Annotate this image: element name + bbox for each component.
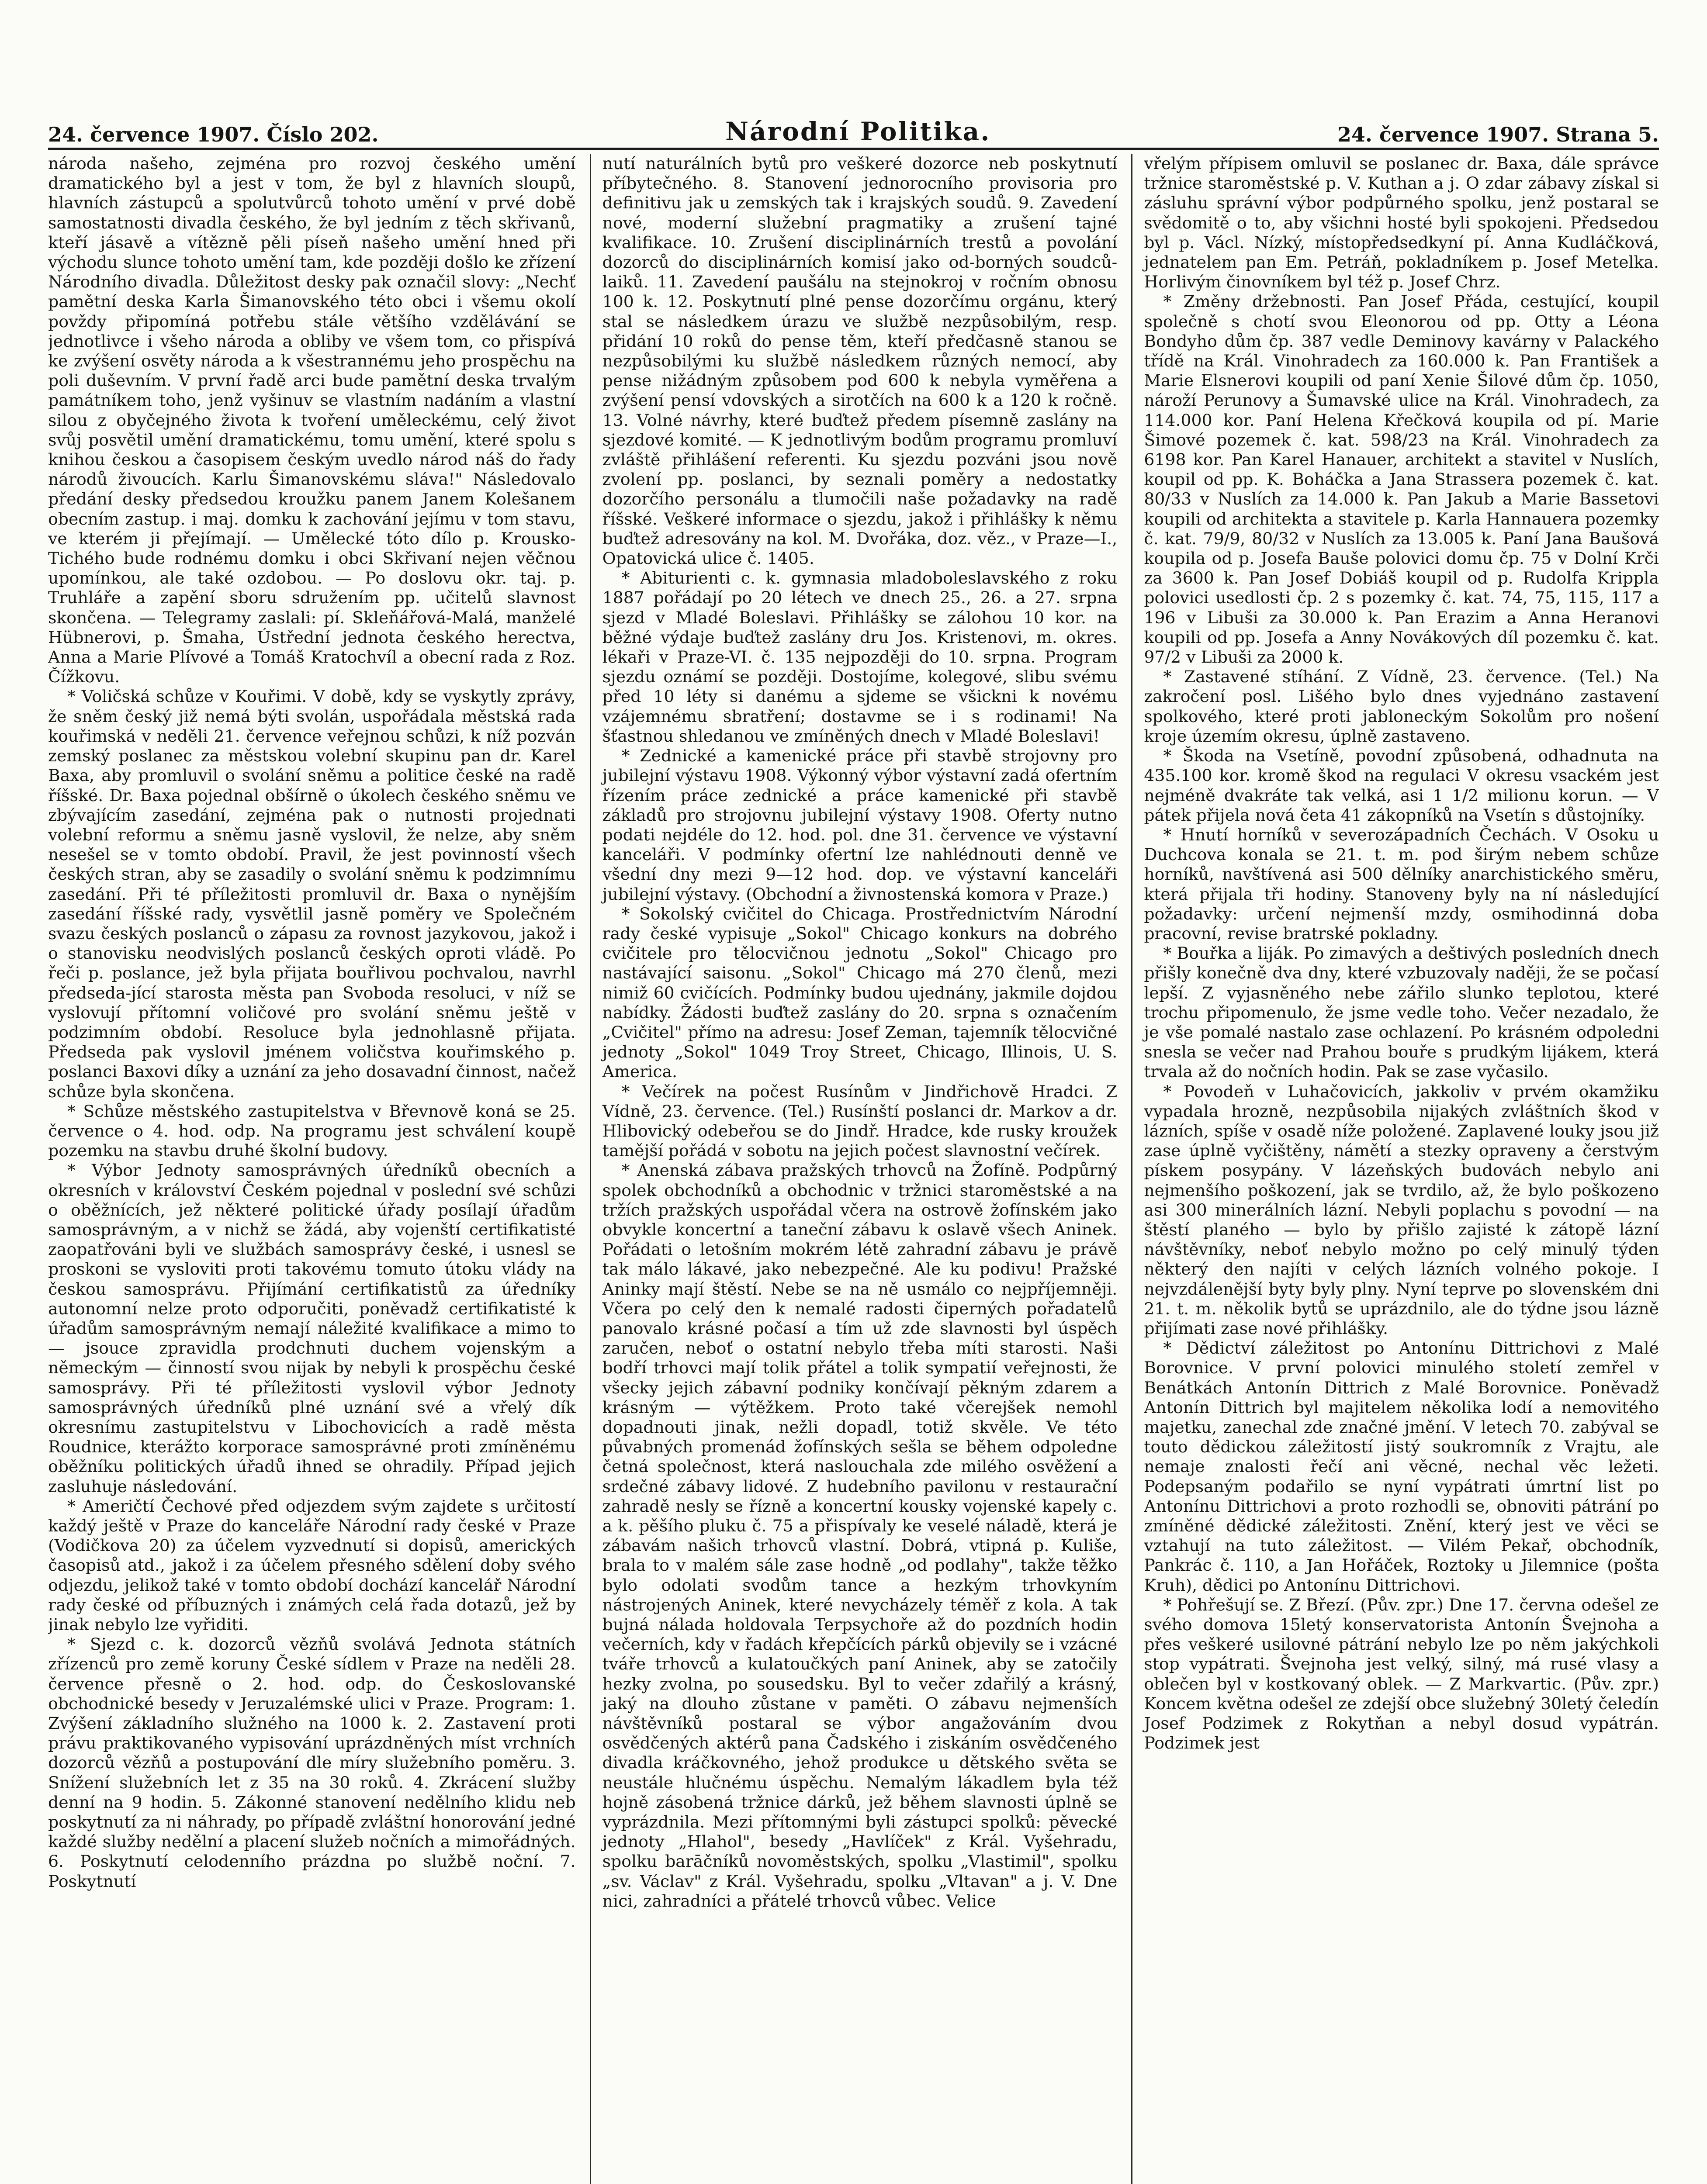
article-paragraph: * Změny držebnosti. Pan Josef Přáda, cestující, koupil společně s chotí svou Eleonorou od pp. Otty a Léona Bondyho dům čp. 387 vedle Deminovy kavárny v Palackého třídě na Král. Vinohradech za 160.000 k. Pan František a Marie Elsnerovi koupili od paní Xenie Šilové dům čp. 1050, nároží Perunovy a Šumavské ulice na Král. Vinohradech, za 114.000 kor. Paní Helena Křečková koupila od pí. Marie Šimové pozemek č. kat. 598/23 na Král. Vinohradech za 6198 kor. Pan Karel Hanauer, architekt a stavitel v Nuslích, koupil od pp. K. Boháčka a Jana Strassera pozemek č. kat. 80/33 v Nuslích za 14.000 k. Pan Jakub a Marie Bassetovi koupili od architekta a stavitele p. Karla Hannauera pozemky č. kat. 79/9, 80/32 v Nuslích za 13.005 k. Paní Jana Baušová koupila od p. Josefa Bauše polovici domu čp. 75 v Dolní Krči za 3600 k. Pan Josef Dobiáš koupil od p. Rudolfa Krippla polovici usedlosti čp. 2 s pozemky č. kat. 74, 75, 115, 117 a 196 v Libuši za 30.000 k. Pan Erazim a Anna Heranovi koupili od pp. Josefa a Anny Novákových díl pozemku č. kat. 97/2 v Libuši za 2000 k.	[1144, 292, 1659, 667]
article-paragraph: * Američtí Čechové před odjezdem svým zajdete s určitostí každý ještě v Praze do kanceláře Národní rady české v Praze (Vodičkova 20) za účelem vyzvednutí si dopisů, amerických časopisů atd., jakož i za účelem přesného sdělení doby svého odjezdu, jelikož také v tomto období dochází kancelář Národní rady české od příbuzných i známých celá řada dotazů, jež by jinak nebylo lze vyřiditi.	[48, 1496, 576, 1635]
article-paragraph: nutí naturálních bytů pro veškeré dozorce neb poskytnutí příbytečného. 8. Stanovení jednorocního provisoria pro definitivu jak u zemských tak i krajských soudů. 9. Zavedení nové, moderní služební pragmatiky a zrušení tajné kvalifikace. 10. Zrušení disciplinárních trestů a povolání dozorců do disciplinárních komisí jako od-borných soudců-laiků. 11. Zavedení paušálu na stejnokroj v ročním obnosu 100 k. 12. Poskytnutí plné pense dozorčímu orgánu, který stal se následkem úrazu ve službě nezpůsobilým, resp. přidání 10 roků do pense těm, kteří předčasně stanou se nezpůsobilými ku službě následkem různých nemocí, aby pense nižádným způsobem pod 600 k nebyla vyměřena a zvýšení pensí vdovských a sirotčích na 600 k a 120 k ročně. 13. Volné návrhy, které buďtež předem písemně zaslány na sjezdové komité. — K jednotlivým bodům programu promluví zvláště přihlášení referenti. Ku sjezdu pozváni jsou nově zvolení pp. poslanci, by seznali poměry a nedostatky dozorčího personálu a tlumočili naše požadavky na radě říšské. Veškeré informace o sjezdu, jakož i přihlášky k němu buďtež adresovány na kol. M. Dvořáka, doz. věz., v Praze—I., Opatovická ulice č. 1405.	[602, 154, 1118, 568]
article-paragraph: * Zednické a kamenické práce při stavbě strojovny pro jubilejní výstavu 1908. Výkonný výbor výstavní zadá ofertním řízením práce zednické a práce kamenické při stavbě základů pro strojovnu jubilejní výstavy 1908. Oferty nutno podati nejdéle do 12. hod. pol. dne 31. července ve výstavní kanceláři. V podmínky ofertní lze nahlédnouti denně ve všední dny mezi 9—12 hod. dop. ve výstavní kanceláři jubilejní výstavy. (Obchodní a živnostenská komora v Praze.)	[602, 746, 1118, 904]
article-paragraph: * Večírek na počest Rusínům v Jindřichově Hradci. Z Vídně, 23. července. (Tel.) Rusínští poslanci dr. Markov a dr. Hlibovický odebeřou se do Jindř. Hradce, kde rusky kroužek tamější pořádá v sobotu na jejich počest slavnostní večírek.	[602, 1082, 1118, 1161]
article-paragraph: * Anenská zábava pražských trhovců na Žofíně. Podpůrný spolek obchodníků a obchodnic v tržnici staroměstské a na tržích pražských uspořádal včera na ostrově žofínském jako obvykle koncertní a taneční zábavu k oslavě všech Aninek. Pořádati o letošním mokrém létě zahradní zábavu je právě tak málo lákavé, jako nebezpečné. Ale ku podivu! Pražské Aninky mají štěstí. Nebe se na ně usmálo co nejpříjemněji. Včera po celý den k nemalé radosti čiperných pořadatelů panovalo krásné počasí a tím už zde slavnosti byl úspěch zaručen, neboť o ostatní nebylo třeba míti starosti. Naši bodří trhovci mají tolik přátel a tolik sympatií veřejnosti, že všecky jejich zábavní podniky končívají pěkným zdarem a krásným — výtěžkem. Proto také včerejšek nemohl dopadnouti jinak, nežli dopadl, totiž skvěle. Ve této půvabných promenád žofínských sešla se během odpoledne četná společnost, která naslouchala zde milého osvěžení a srdečné zábavy lidové. Z hudebního pavilonu v restaurační zahradě nesly se řízně a koncertní kousky vojenské kapely c. a k. pěšího pluku č. 75 a přispívaly ke veselé náladě, která je zábavám našich trhovců vlastní. Dobrá, vtipná p. Kuliše, brala to v malém sále zase hodně „od podlahy", takže těžko bylo odolati svodům tance a hezkým trhovkyním nástrojených Aninek, které nevycházely téměř z kola. A tak bujná nálada holdovala Terpsychoře až do pozdních hodin večerních, kdy v řadách křepčících párků objevily se i vzácné tváře trhovců a kulatoučkých paní Aninek, aby se zatočily hezky zvolna, po sousedsku. Byl to večer zdařilý a krásný, jaký na dlouho zůstane v paměti. O zábavu nejmenších návštěvníků postaral se výbor angažováním dvou osvědčených aktérů pana Čadského i ziskáním osvědčeného divadla kráčkovného, jehož produkce u dětského světa se neustále hlučnému úspěchu. Nemalým lákadlem byla též hojně zásobená tržnice dárků, jež během slavnosti úplně se vyprázdnila. Mezi přítomnými byli zástupci spolků: pěvecké jednoty „Hlahol", besedy „Havlíček" z Král. Vyšehradu, spolku barāčníků novoměstských, spolku „Vlastimil", spolku „sv. Václav" z Král. Vyšehradu, spolku „Vltavan" a j. V. Dne nici, zahradníci a přátelé trhovců vůbec. Velice	[602, 1161, 1118, 1911]
article-paragraph: * Povodeň v Luhačovicích, jakkoliv v prvém okamžiku vypadala hrozně, nezpůsobila nijakých zvláštních škod v lázních, spíše v osadě níže položené. Zaplavené louky jsou již zase úplně vyčištěny, námětí a stezky opraveny a čerstvým pískem posypány. V lázeňských budovách nebylo ani nejmenšího poškození, jak se tvrdilo, až, že bylo poškozeno asi 300 minerálních lázní. Nebyli poplachu s povodní — na štěstí planého — bylo by přišlo zajisté k zátopě lázní návštěvníky, neboť nebylo možno po celý minulý týden některý den najíti v celých lázních volného pokoje. I nejvzdálenější byty byly plny. Nyní teprve po slovenském dni 21. t. m. několik bytů se uprázdnilo, ale do týdne jsou lázně přijímati zase nové přihlášky.	[1144, 1082, 1659, 1338]
article-paragraph: * Sokolský cvičitel do Chicaga. Prostřednictvím Národní rady české vypisuje „Sokol" Chicago konkurs na dobrého cvičitele pro tělocvičnou jednotu „Sokol" Chicago pro nastávající saisonu. „Sokol" Chicago má 270 členů, mezi nimiž 60 cvičících. Podmínky budou ujednány, jakmile dojdou nabídky. Žádosti buďtež zaslány do 20. srpna s označením „Cvičitel" přímo na adresu: Josef Zeman, tajemník tělocvičné jednoty „Sokol" 1049 Troy Street, Chicago, Illinois, U. S. America.	[602, 904, 1118, 1082]
article-columns	[48, 154, 1659, 2184]
date-page-number: 24. července 1907. Strana 5.	[1337, 123, 1659, 146]
article-paragraph: * Výbor Jednoty samosprávných úředníků obecních a okresních v království Českém pojednal v poslední své schůzi o oběžnících, jež některé politické úřady posílají úřadům samosprávným, a v nichž se žádá, aby vojenští certifikatisté zaopatřováni byli ve službách samosprávy české, i usnesl se proskoni se vysloviti proti takovému tomuto útoku vlády na českou samosprávu. Přijímání certifikatistů za úředníky autonomní nelze proto odporučiti, poněvadž certifikatisté k úřadům samosprávným nemají náležité kvalifikace a mimo to — jsouce zpravidla prodchnuti duchem vojenským a německým — činností svou nijak by nebyli k prospěchu české samosprávy. Při té příležitosti vyslovil výbor Jednoty samosprávných úředníků plné uznání své a vřelý dík okresnímu zastupitelstvu v Libochovicích a radě města Roudnice, kterážto korporace samosprávné proti zmíněnému oběžníku politických úřadů ihned se ohradily. Případ jejich zasluhuje následování.	[48, 1161, 576, 1496]
article-paragraph: * Zastavené stíhání. Z Vídně, 23. července. (Tel.) Na zakročení posl. Lišého bylo dnes vyjednáno zastavení spolkového, které proti jabloneckým Sokolům pro nošení kroje územím okresu, úplně zastaveno.	[1144, 667, 1659, 746]
article-paragraph: * Pohřešují se. Z Březí. (Pův. zpr.) Dne 17. června odešel ze svého domova 15letý konservatorista Antonín Švejnoha a přes veškeré usilovné pátrání nebylo lze po něm jakýchkoli stop vypátrati. Švejnoha jest velký, silný, má rusé vlasy a oblečen byl v kostkovaný oblek. — Z Markvartic. (Pův. zpr.) Koncem května odešel ze zdejší obce služebný 30letý čeledín Josef Podzimek z Rokytňan a nebyl dosud vypátrán. Podzimek jest	[1144, 1595, 1659, 1753]
article-paragraph: * Hnutí horníků v severozápadních Čechách. V Osoku u Duchcova konala se 21. t. m. pod širým nebem schůze horníků, navštívená asi 500 dělníky anarchistického směru, která přijala tři hodiny. Stanoveny byly na ní následující požadavky: určení nejmenší mzdy, osmihodinná doba pracovní, revise bratrské pokladny.	[1144, 825, 1659, 943]
column-1	[48, 154, 576, 2184]
column-3	[1131, 154, 1659, 2184]
article-paragraph: vřelým přípisem omluvil se poslanec dr. Baxa, dále správce tržnice staroměstské p. V. Kuthan a j. O zdar zábavy získal si zásluhu správní výbor podpůrného spolku, jenž postaral se svědomitě o to, aby všichni hosté byli spokojeni. Předsedou byl p. Václ. Nízký, místopředsedkyní pí. Anna Kudláčková, jednatelem pan Em. Petráň, pokladníkem p. Josef Metelka. Horlivým činovníkem byl též p. Josef Chrz.	[1144, 154, 1659, 292]
article-paragraph: * Sjezd c. k. dozorců vězňů svolává Jednota státních zřízenců pro země koruny České sídlem v Praze na neděli 28. července přesně o 2. hod. odp. do Českoslovanské obchodnické besedy v Jeruzalémské ulici v Praze. Program: 1. Zvýšení základního služného na 1000 k. 2. Zastavení proti právu praktikovaného vypisování uprázdněných míst vrchních dozorců vězňů a postupování dle míry služebního poměru. 3. Snížení služebních let z 35 na 30 roků. 4. Zkrácení služby denní na 9 hodin. 5. Zákonné stanovení nedělního klidu neb poskytnutí za ni náhrady, po případě zvláštní honorování jedné každé služby nedělní a placení služeb nočních a mimořádných. 6. Poskytnutí celodenního prázdna po službě noční. 7. Poskytnutí	[48, 1635, 576, 1891]
header-rule	[48, 148, 1659, 150]
article-paragraph: * Voličská schůze v Kouřimi. V době, kdy se vyskytly zprávy, že sněm český již nemá býti svolán, uspořádala městská rada kouřimská v neděli 21. července veřejnou schůzi, k níž pozván zemský poslanec za městskou volební skupinu pan dr. Karel Baxa, aby promluvil o svolání sněmu a politice české na radě říšské. Dr. Baxa pojednal obšírně o úkolech českého sněmu ve zbývajícím zasedání, zejména pak o nutnosti projednati volební reformu a sněmu jasně vyslovil, že nelze, aby sněm nesešel se v tomto období. Pravil, že jest povinností všech českých stran, aby se zasadily o svolání sněmu k podzimnímu zasedání. Při té příležitosti promluvil dr. Baxa o nynějším zasedání říšské rady, vysvětlil jasně poměry ve Společném svazu českých poslanců o zápasu za rovnost jazykovou, jakož i o stanovisku neodvislých poslanců českých oproti vládě. Po řeči p. poslance, jež byla přijata bouřlivou pochvalou, navrhl předseda-jící starosta města pan Svoboda resoluci, v níž se vyslovují přítomní voličové pro svolání sněmu ještě v podzimním období. Resoluce byla jednohlasně přijata. Předseda pak vyslovil jménem voličstva kouřimského p. poslanci Baxovi díky a uznání za jeho dosavadní činnost, načež schůze byla skončena.	[48, 687, 576, 1101]
column-2	[590, 154, 1118, 2184]
issue-date-number: 24. července 1907. Číslo 202.	[48, 123, 379, 146]
article-paragraph: * Abiturienti c. k. gymnasia mladoboleslavského z roku 1887 pořádají po 20 létech ve dnech 25., 26. a 27. srpna sjezd v Mladé Boleslavi. Přihlášky se zálohou 10 kor. na běžné výdaje buďtež zaslány dru Jos. Kristenovi, m. okres. lékaři v Praze-VI. č. 135 nejpozději do 10. srpna. Program sjezdu oznámí se později. Dostojíme, kolegové, slibu svému před 10 léty si danému a sjdeme se všickni k novému vzájemnému sbratření; dostavme se i s rodinami! Na šťastnou shledanou ve zmíněných dnech v Mladé Boleslavi!	[602, 568, 1118, 746]
page-header	[48, 111, 1659, 146]
article-paragraph: národa našeho, zejména pro rozvoj českého umění dramatického byl a jest v tom, že byl z hlavních sloupů, hlavních zástupců a spolutvůrců tohoto umění v prvé době samostatnosti divadla českého, že byl jedním z těch skřivanů, kteří jásavě a vítězně pěli píseň našeho umění hned při východu slunce tohoto umění tam, kde později došlo ke zřízení Národního divadla. Důležitost desky pak označil slovy: „Nechť pamětní deska Karla Šimanovského této obci i všemu okolí povždy připomíná potřebu stále většího vzdělávání se jednotlivce i všeho národa a obliby ve všem tom, co přispívá ke zvýšení osvěty národa a k všestrannému jeho prospěchu na poli duševním. V první řadě arci bude pamětní deska trvalým památníkem toho, jenž vyšinuv se vlastním nadáním a vlastní silou z obyčejného života k tvoření uměleckému, celý život svůj posvětil umění dramatickému, tomu umění, které spolu s knihou českou a časopisem českým uvedlo národ náš do řady národů živoucích. Karlu Šimanovskému sláva!" Následovalo předání desky předsedou kroužku panem Janem Kolešanem obecním zastup. i maj. domku k zachování jejímu v tom stavu, ve kterém ji přejímají. — Umělecké tóto dílo p. Krousko-Tichého bude rodnému domku i obci Skřivaní nejen věčnou upomínkou, ale také ozdobou. — Po doslovu okr. taj. p. Truhláře a zapění sboru sdružením pp. učitelů slavnost skončena. — Telegramy zaslali: pí. Skleňářová-Malá, manželé Hübnerovi, p. Šmaha, Ústřední jednota českého herectva, Anna a Marie Plívové a Tomáš Kratochvíl a obecní rada z Roz. Čížkovu.	[48, 154, 576, 687]
article-paragraph: * Dědictví záležitost po Antonínu Dittrichovi z Malé Borovnice. V první polovici minulého století zemřel v Benátkách Antonín Dittrich z Malé Borovnice. Poněvadž Antonín Dittrich byl majitelem několika lodí a nemovitého majetku, zanechal zde značné jmění. V letech 70. zabýval se touto dědickou záležitostí jistý soukromník z Vrajtu, ale nemaje znalosti řečí ani věcné, nechal věc ležeti. Podepsaným podařilo se nyní vypátrati úmrtní list po Antonínu Dittrichovi a proto rozhodli se, obnoviti pátrání po zmíněné dědické záležitosti. Znění, který jest ve věci se vztahují na tuto záležitost. — Vilém Pekař, obchodník, Pankrác č. 110, a Jan Hořáček, Roztoky u Jilemnice (pošta Kruh), dědici po Antonínu Dittrichovi.	[1144, 1338, 1659, 1595]
article-paragraph: * Bouřka a liják. Po zimavých a deštivých posledních dnech přišly konečně dva dny, které vzbuzovaly naději, že se počasí lepší. Z vyjasněného nebe zářilo slunko teplotou, které trochu připomenulo, že jsme vedle toho. Večer nezadalo, že je vše pomalé nastalo zase ochlazení. Po krásném odpoledni snesla se večer nad Prahou bouře s prudkým lijákem, která trvala až do nočních hodin. Pak se zase vyčasilo.	[1144, 943, 1659, 1082]
newspaper-title: Národní Politika.	[725, 117, 991, 146]
article-paragraph: * Škoda na Vsetíně, povodní způsobená, odhadnuta na 435.100 kor. kromě škod na regulaci V okresu vsackém jest nejméně dvakráte tak velká, asi 1 1/2 milionu korun. — V pátek přijela nová četa 41 zákopníků na Vsetín s důstojníky.	[1144, 746, 1659, 825]
article-paragraph: * Schůze městského zastupitelstva v Břevnově koná se 25. července o 4. hod. odp. Na programu jest schválení koupě pozemku na stavbu druhé školní budovy.	[48, 1101, 576, 1161]
